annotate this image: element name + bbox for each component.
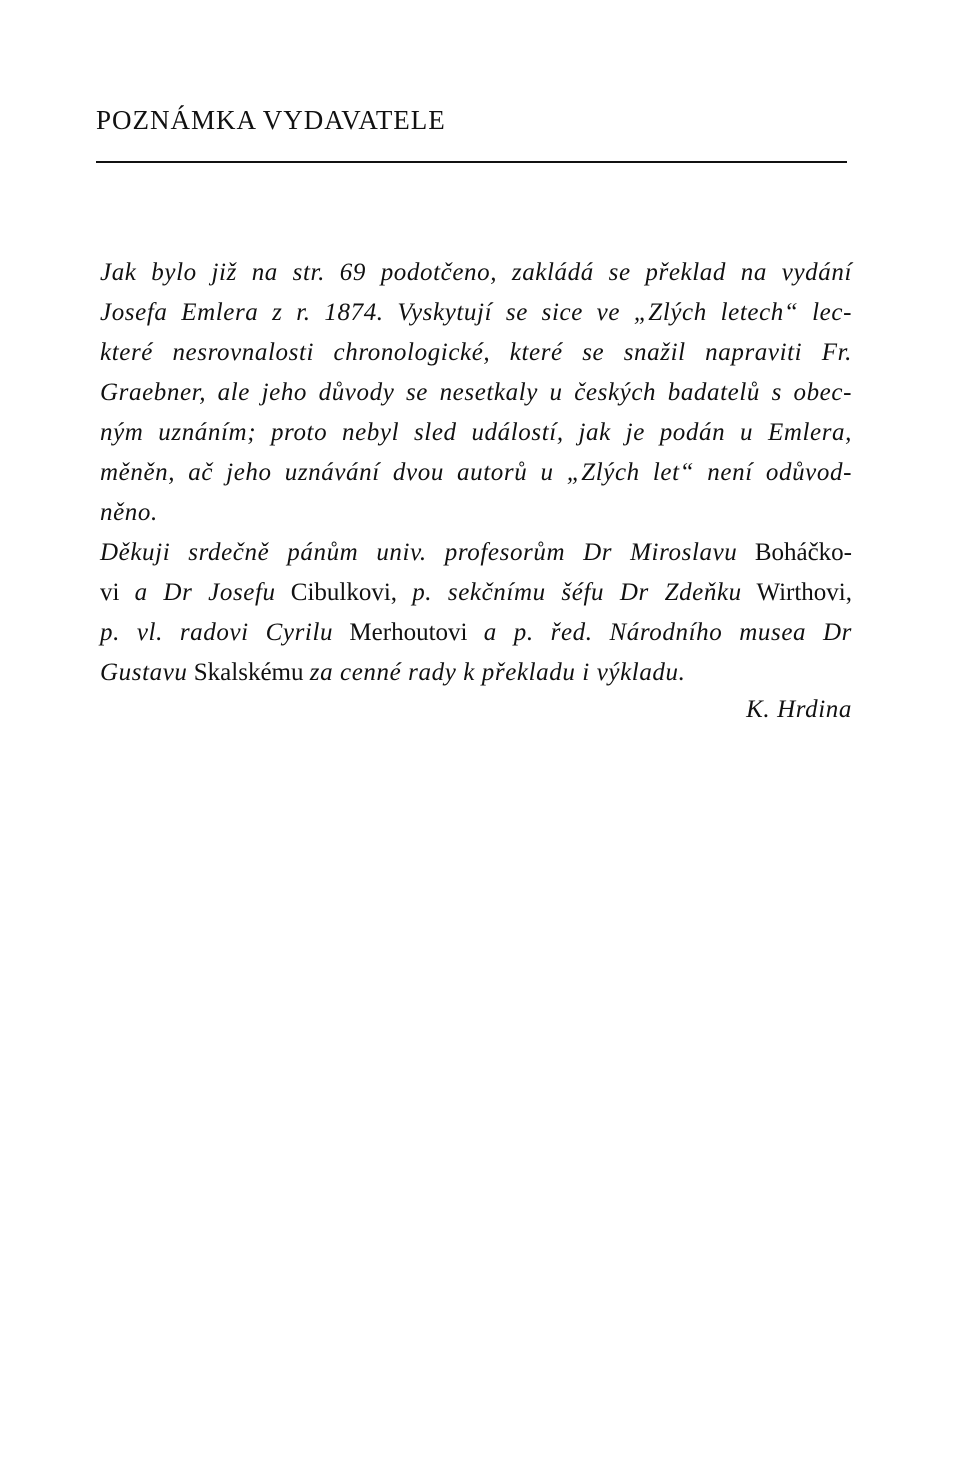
page-title: POZNÁMKA VYDAVATELE	[96, 105, 446, 135]
text-roman: Skalskému	[193, 659, 304, 686]
text-line-content: Josefa Emlera z r. 1874. Vyskytují se sice ve „Zlých letech“ lec-	[100, 299, 852, 326]
text-roman: Merhoutovi	[349, 619, 468, 646]
text-italic: p. sekčnímu šéfu Dr Zdeňku	[412, 579, 742, 606]
text-roman: Boháčko-	[754, 539, 853, 566]
text-italic: a Dr Josefu	[134, 579, 276, 606]
text-line	[100, 458, 852, 488]
text-italic: a p. řed. Národního musea Dr	[483, 619, 852, 646]
text-line	[100, 418, 852, 448]
text-line	[100, 538, 852, 568]
text-line	[100, 298, 852, 328]
text-italic: Gustavu	[100, 659, 188, 686]
text-line-content: měněn, ač jeho uznávání dvou autorů u „Zlých let“ není odůvod-	[100, 459, 852, 486]
text-line-content: které nesrovnalosti chronologické, které se snažil napraviti Fr.	[100, 339, 852, 366]
text-italic: p. vl. radovi Cyrilu	[100, 619, 334, 646]
text-line-content: něno.	[100, 499, 158, 526]
text-line	[100, 498, 852, 528]
text-line	[100, 378, 852, 408]
text-line-content: Graebner, ale jeho důvody se nesetkaly u českých badatelů s obec-	[100, 379, 852, 406]
text-line	[100, 258, 852, 288]
text-roman: Cibulkovi,	[290, 579, 398, 606]
signature: K. Hrdina	[746, 696, 852, 723]
text-roman: Wirthovi,	[756, 579, 852, 606]
text-italic: Děkuji srdečně pánům univ. profesorům Dr Miroslavu	[100, 539, 738, 566]
text-line	[100, 578, 852, 608]
text-roman: vi	[100, 579, 120, 606]
heading-rule	[96, 161, 847, 163]
text-line-content: ným uznáním; proto nebyl sled událostí, jak je podán u Emlera,	[100, 419, 852, 446]
text-line	[100, 618, 852, 648]
text-line	[100, 658, 852, 688]
text-line-content: Jak bylo již na str. 69 podotčeno, zakládá se překlad na vydání	[100, 259, 852, 286]
text-line	[100, 338, 852, 368]
text-italic: za cenné rady k překladu i výkladu.	[309, 659, 686, 686]
